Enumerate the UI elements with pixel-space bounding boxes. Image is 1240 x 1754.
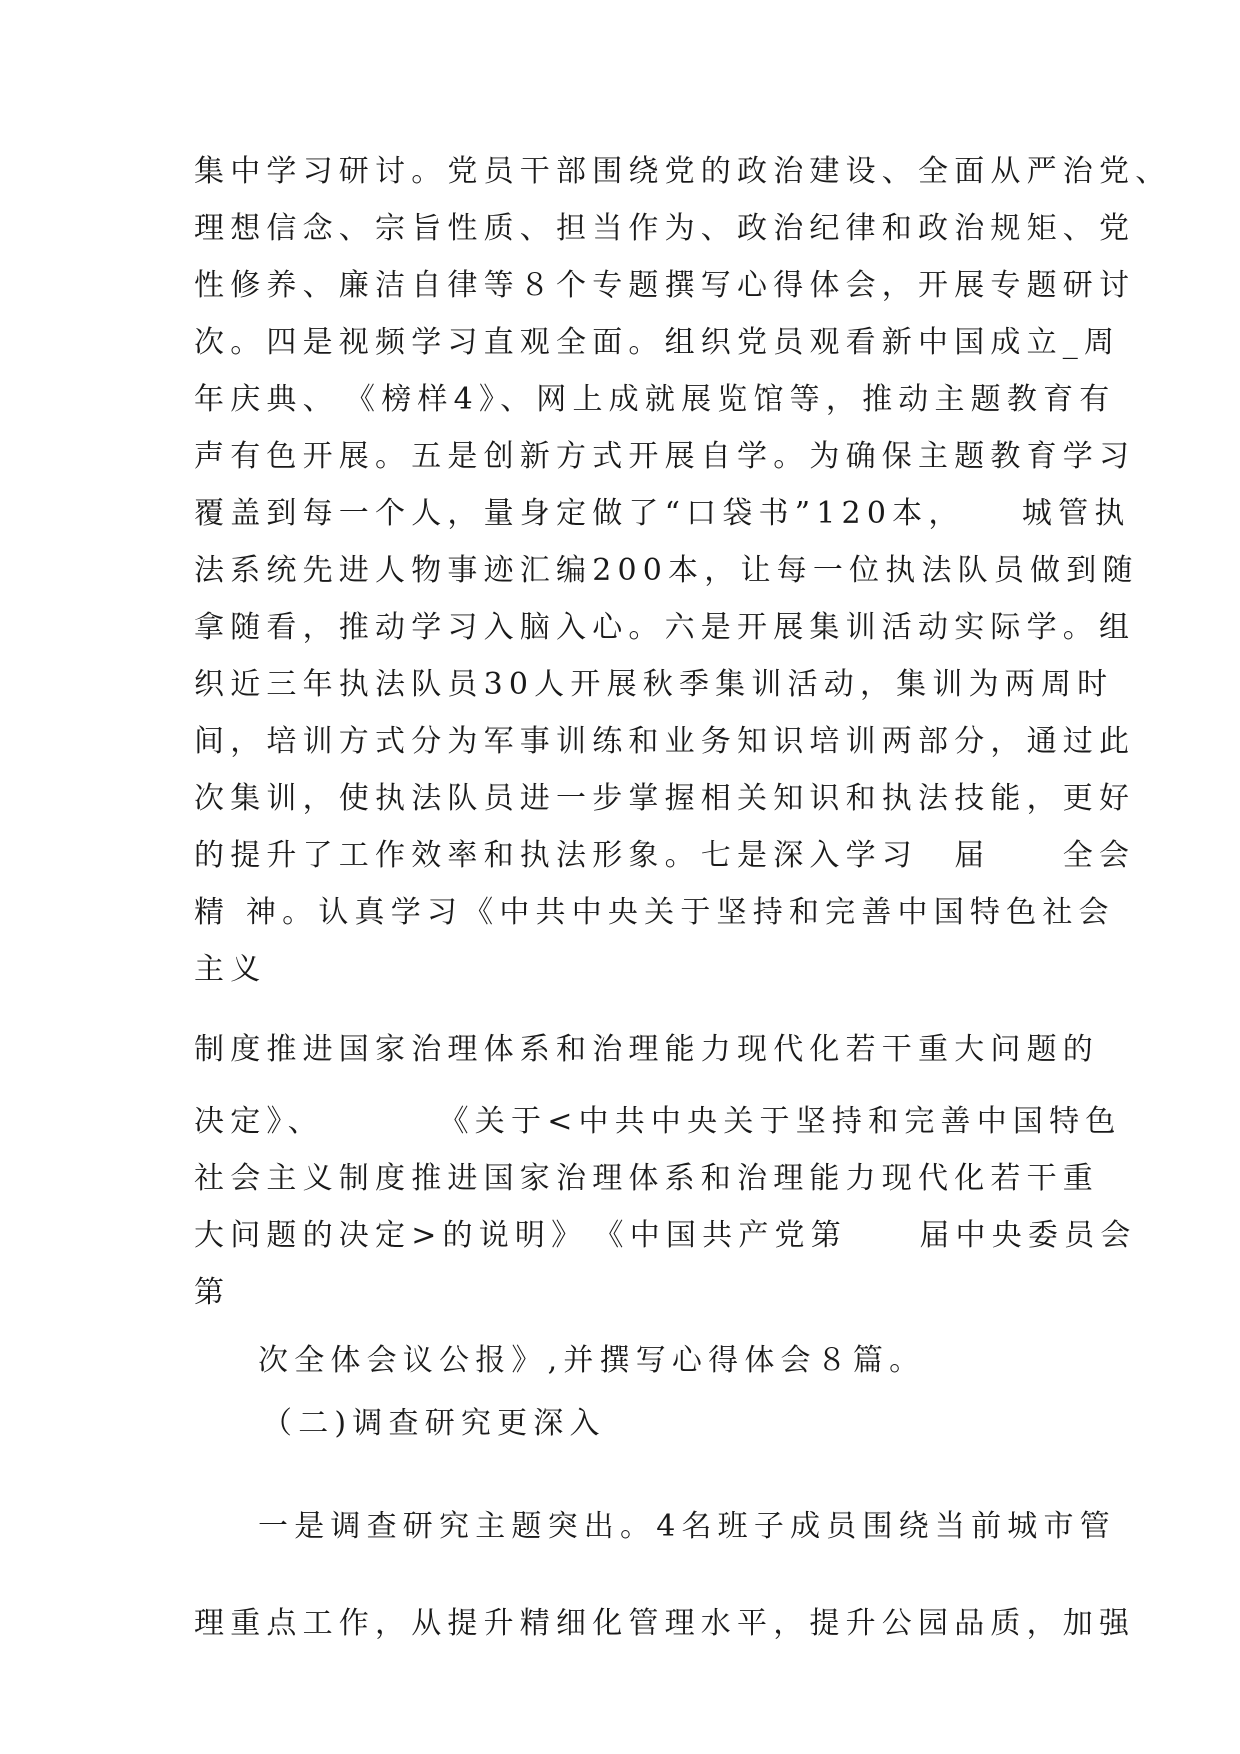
paragraph-line: 大问题的决定>的说明》 《中国共产党第 届中央委员会 bbox=[194, 1218, 1137, 1253]
paragraph-line: 性修养、廉洁自律等８个专题撰写心得体会，开展专题研讨 bbox=[194, 268, 1136, 303]
paragraph-line: 法系统先进人物事迹汇编200本，让每一位执法队员做到随 bbox=[194, 553, 1139, 588]
paragraph-line: 理想信念、宗旨性质、担当作为、政治纪律和政治规矩、党 bbox=[194, 211, 1136, 246]
paragraph-line: 次集训，使执法队员进一步掌握相关知识和执法技能，更好 bbox=[194, 781, 1136, 816]
paragraph-line: 的提升了工作效率和执法形象。七是深入学习 届 全会 bbox=[194, 838, 1136, 873]
paragraph-line: 声有色开展。五是创新方式开展自学。为确保主题教育学习 bbox=[194, 439, 1136, 474]
paragraph-line: 集中学习研讨。党员干部围绕党的政治建设、全面从严治党、 bbox=[194, 154, 1172, 189]
paragraph-line: 覆盖到每一个人，量身定做了“口袋书”120本， 城管执 bbox=[194, 496, 1131, 531]
paragraph-line: 精 神。认真学习《中共中央关于坚持和完善中国特色社会 bbox=[194, 895, 1115, 930]
paragraph-line: 拿随看，推动学习入脑入心。六是开展集训活动实际学。组 bbox=[194, 610, 1136, 645]
paragraph-line: 一是调查研究主题突出。4名班子成员围绕当前城市管 bbox=[258, 1509, 1116, 1544]
paragraph-line: 年庆典、 《榜样4》、网上成就展览馆等，推动主题教育有 bbox=[194, 382, 1116, 417]
section-heading: （二)调查研究更深入 bbox=[262, 1406, 606, 1441]
paragraph-line: 织近三年执法队员30人开展秋季集训活动，集训为两周时 bbox=[194, 667, 1114, 702]
paragraph-line: 决定》、 《关于<中共中央关于坚持和完善中国特色 bbox=[194, 1104, 1122, 1139]
paragraph-line: 理重点工作，从提升精细化管理水平，提升公园品质，加强 bbox=[194, 1606, 1136, 1641]
paragraph-line: 次全体会议公报》,并撰写心得体会８篇。 bbox=[258, 1343, 926, 1378]
paragraph-line: 社会主义制度推进国家治理体系和治理能力现代化若干重 bbox=[194, 1161, 1099, 1196]
paragraph-line: 制度推进国家治理体系和治理能力现代化若干重大问题的 bbox=[194, 1032, 1099, 1067]
paragraph-line: 第 bbox=[194, 1275, 231, 1310]
paragraph-line: 间，培训方式分为军事训练和业务知识培训两部分，通过此 bbox=[194, 724, 1136, 759]
paragraph-line: 主义 bbox=[194, 952, 267, 987]
paragraph-line: 次。四是视频学习直观全面。组织党员观看新中国成立_周 bbox=[194, 325, 1121, 360]
